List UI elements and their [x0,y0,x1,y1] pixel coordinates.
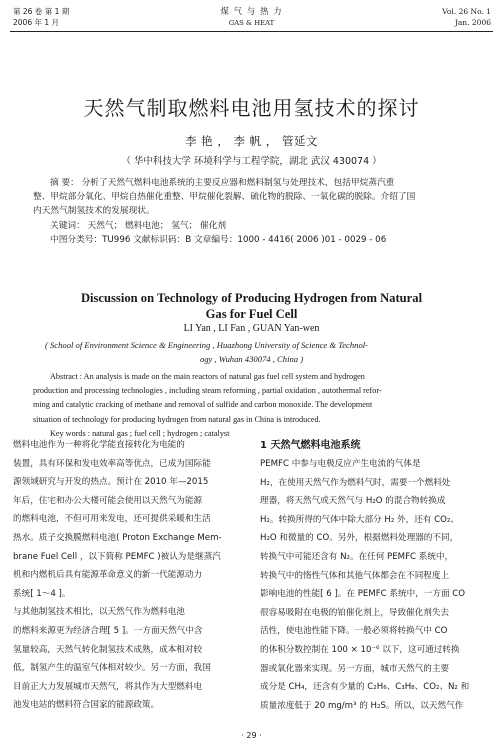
body-line: 转换气中可能还含有 N₂。在任何 PEMFC 系统中， [260,551,454,562]
abstract-cn [33,176,473,247]
body-line: 的燃料来源更为经济合理[ 5 ]。一方面天然气中含 [13,625,203,636]
body-line: 年后，住宅和办公大楼可能会使用以天然气为能源 [13,495,203,506]
body-line: 成分是 CH₄，还含有少量的 C₂H₆、C₃H₈、CO₂、N₂ 和 [260,682,470,693]
body-line: 的燃料电池，不但可用来发电，还可提供采暖和生活 [13,514,211,525]
body-line: 理器，将天然气或天然气与 H₂O 的混合物转换成 [260,496,446,507]
body-line: 机和内燃机后具有能源革命意义的新一代能源动力 [13,570,203,581]
header-date-en: Jan. 2006 [454,18,491,27]
abstract-en-line: Abstract : An analysis is made on the main reactors of natural gas fuel cell system and hydrogen [50,372,365,381]
body-line: brane Fuel Cell ，以下简称 PEMFC )被认为是继蒸汽 [13,551,221,562]
body-line: 很容易吸附在电极的铂催化剂上，导致催化剂失去 [260,607,450,618]
header-volume-cn: 第 26 卷 第 1 期 [13,7,70,16]
body-line: 氢量较高，天然气转化制氢技术成熟，成本相对较 [13,644,203,655]
affiliation-en-line-1: ( School of Environment Science & Engineering , Huazhong University of Science & Technol- [45,340,368,350]
body-line: 系统[ 1～4 ]。 [13,588,71,599]
body-line: 热水。质子交换膜燃料电池( Proton Exchange Mem- [13,532,222,543]
body-line: 影响电池的性能[ 6 ]。在 PEMFC 系统中，一方面 CO [260,589,466,600]
body-line: 燃料电池作为一种将化学能直接转化为电能的 [13,440,185,450]
body-line: H₂，在使用天然气作为燃料气时，需要一个燃料处 [260,477,451,488]
abstract-en-line: production and processing technologies , including steam reforming , partial oxidation , autothermal refor- [33,386,382,396]
classification-cn: 中图分类号：TU996 文献标识码：B 文章编号：1000 - 4416( 2006 )01 - 0029 - 06 [50,234,387,245]
authors-en: LI Yan , LI Fan , GUAN Yan-wen [183,323,320,334]
header-date-cn: 2006 年 1 月 [13,18,60,27]
body-line: 与其他制氢技术相比，以天然气作为燃料电池 [13,607,185,618]
page-number: · 29 · [241,731,262,740]
abstract-en-line: situation of technology for producing hydrogen from natural gas in China is introduced. [33,414,321,424]
abstract-cn-line: 摘 要： 分析了天然气燃料电池系统的主要反应器和燃料制氢与处理技术，包括甲烷蒸汽重 [50,178,395,188]
title-en-line-1: Discussion on Technology of Producing Hydrogen from Natural [80,291,423,305]
body-left-column [13,436,241,715]
body-line: 的体积分数控制在 100 × 10⁻⁶ 以下，这可通过转换 [260,644,460,655]
header-journal-en: GAS & HEAT [228,19,275,27]
body-line: 源领域研究与开发的热点。预计在 2010 年—2015 [13,477,209,488]
body-line: 器或氧化器来实现。另一方面，城市天然气的主要 [260,663,450,674]
body-line: 转换气中的惰性气体和其他气体都会在不同程度上 [260,570,450,581]
header-rule [10,31,493,32]
abstract-cn-line: 整、甲烷部分氧化、甲烷自热催化重整、甲烷催化裂解、硫化物的脱除、一氧化碳的脱除。介绍了国 [33,192,416,203]
keywords-en: Key words : natural gas ; fuel cell ; hydrogen ; catalyst [50,428,230,438]
body-line: 目前正大力发展城市天然气，将其作为大型燃料电 [13,681,203,692]
abstract-cn-line: 内天然气制氢技术的发展现状。 [33,206,155,217]
authors-cn: 李 艳 ， 李 帆 ， 管延文 [185,134,318,148]
page-title: 天然气制取燃料电池用氢技术的探讨 [83,96,420,120]
body-line: PEMFC 中参与电极反应产生电流的气体是 [260,459,421,469]
body-line: 池发电站的燃料符合国家的能源政策。 [13,700,160,711]
affiliation-en-line-2: ogy , Wuhan 430074 , China ) [199,354,304,364]
title-en-line-2: Gas for Fuel Cell [205,307,298,321]
body-right-column [260,455,493,715]
header-journal-cn: 煤 气 与 热 力 [220,7,283,17]
header-volume-en: Vol. 26 No. 1 [442,7,491,16]
body-line: 装置，具有环保和发电效率高等优点，已成为国际能 [13,458,211,469]
abstract-en [33,370,473,441]
body-line: H₂。转换所得的气体中除大部分 H₂ 外，还有 CO₂、 [260,514,459,525]
abstract-en-line: ming and catalytic cracking of methane and removal of sulfide and carbon monoxide. The development [33,400,373,410]
affiliation-cn: （ 华中科技大学 环境科学与工程学院，湖北 武汉 430074 ） [121,156,382,167]
body-line: 质量浓度低于 20 mg/m³ 的 H₂S。所以，以天然气作 [260,700,464,711]
keywords-cn: 关键词： 天然气； 燃料电池； 氢气； 催化剂 [50,220,227,231]
section-heading: 1 天然气燃料电池系统 [260,440,361,451]
body-line: 低，制氢产生的温室气体相对较少。另一方面，我国 [13,663,211,674]
body-line: H₂O 和微量的 CO。另外，根据燃料处理器的不同， [260,533,459,544]
body-line: 活性，使电池性能下降。一般必须将转换气中 CO [260,626,448,637]
